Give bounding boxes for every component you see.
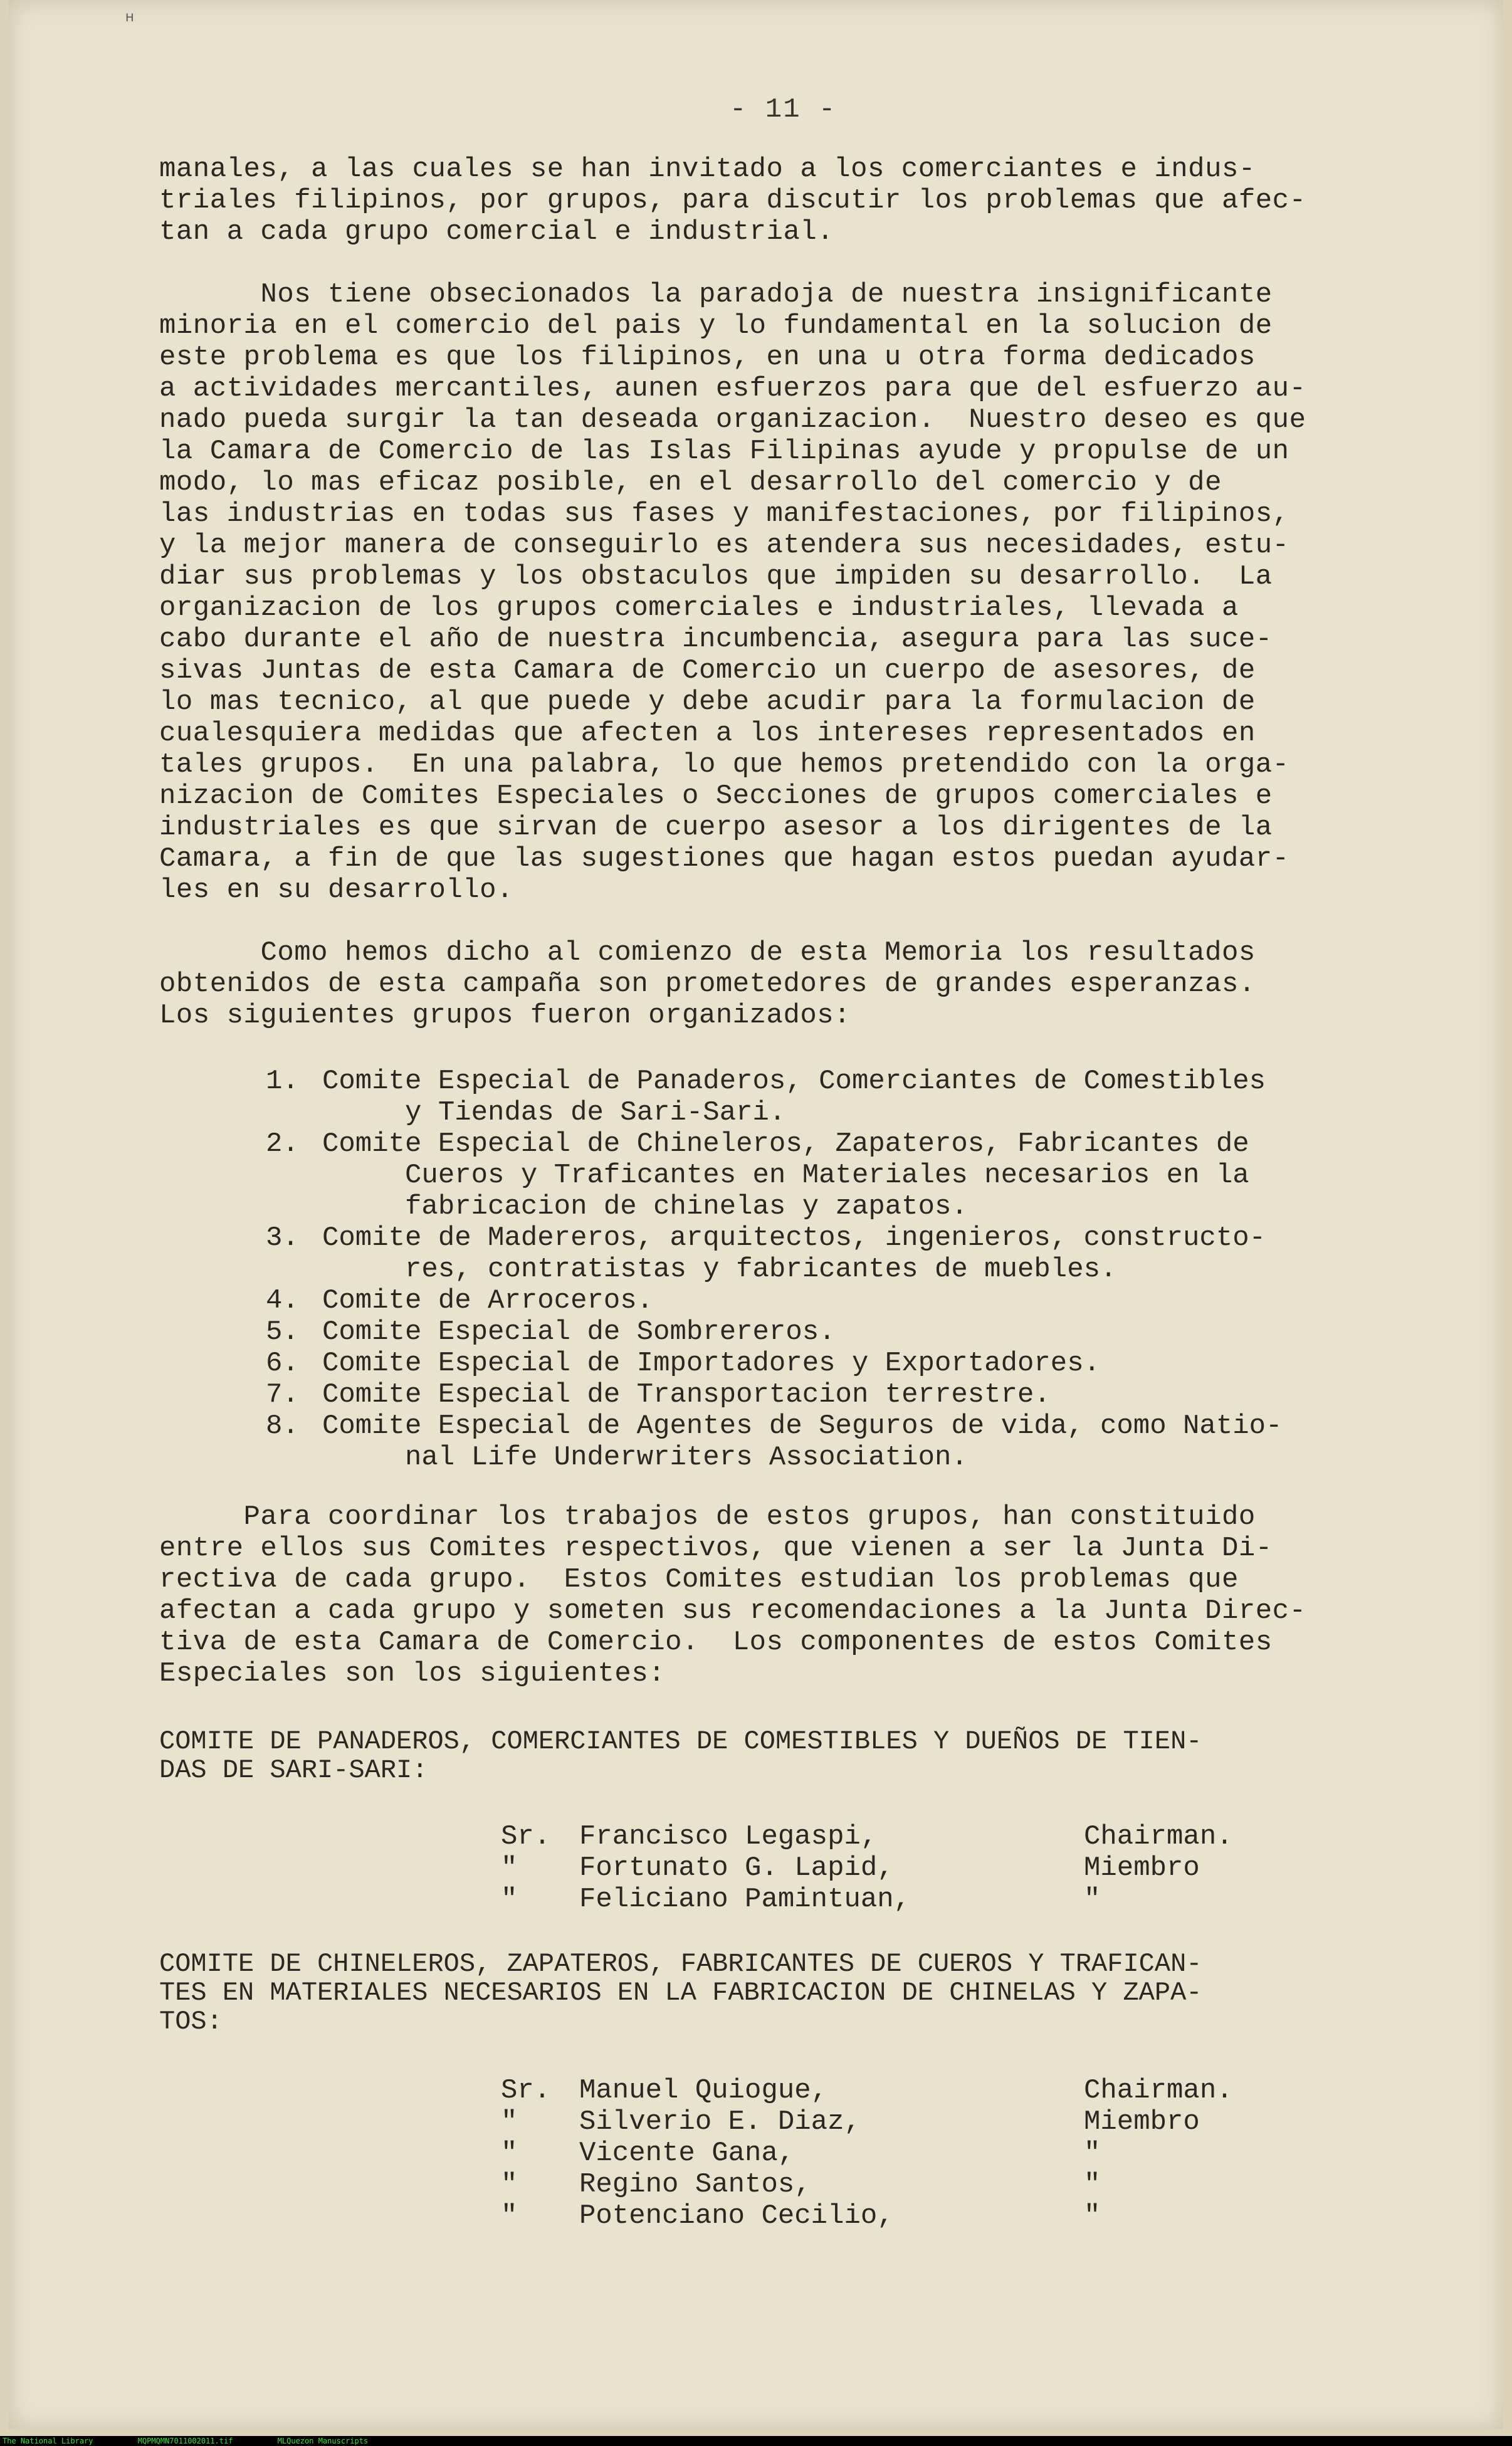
corner-mark: ᴴ: [125, 11, 135, 30]
list-item-text: Comite Especial de Chineleros, Zapateros, Fabricantes de Cueros y Traficantes en Materiales necesarios en la fabricacion de chinelas y zapatos.: [322, 1128, 1249, 1222]
list-item-text: Comite Especial de Panaderos, Comerciantes de Comestibles y Tiendas de Sari-Sari.: [322, 1066, 1266, 1128]
member-role: Chairman.: [1084, 2075, 1233, 2106]
member-role: ": [1084, 2169, 1101, 2200]
member-prefix: Sr.: [501, 1821, 551, 1852]
committee-1-heading: COMITE DE PANADEROS, COMERCIANTES DE COMESTIBLES Y DUEÑOS DE TIEN- DAS DE SARI-SARI:: [159, 1726, 1202, 1785]
list-item-text: Comite Especial de Sombrereros.: [322, 1316, 836, 1348]
member-prefix: ": [501, 1852, 518, 1884]
paragraph-3: Como hemos dicho al comienzo de esta Memoria los resultados obtenidos de esta campaña son prometedores de grandes esperanzas. Los siguientes grupos fueron organizados:: [159, 937, 1256, 1031]
list-item: [266, 1222, 1457, 1285]
committee-2-heading: COMITE DE CHINELEROS, ZAPATEROS, FABRICANTES DE CUEROS Y TRAFICAN- TES EN MATERIALES NECESARIOS EN LA FABRICACION DE CHINELAS Y ZAPA- TOS:: [159, 1949, 1202, 2037]
list-item-number: 7.: [266, 1379, 299, 1410]
groups-list: [266, 1066, 1457, 1473]
list-item-number: 6.: [266, 1348, 299, 1379]
member-name: Potenciano Cecilio,: [579, 2200, 894, 2232]
paragraph-2: Nos tiene obsecionados la paradoja de nuestra insignificante minoria en el comercio del pais y lo fundamental en la solucion de este problema es que los filipinos, en una u otra forma dedicados a actividades mercantiles, aunen esfuerzos para que del esfuerzo au- nado pueda surgir la tan deseada organizacion. Nuestro deseo es que la Camara de Comercio de las Islas Filipinas ayude y propulse de un modo, lo mas eficaz posible, en el desarrollo del comercio y de las industrias en todas sus fases y manifestaciones, por filipinos, y la mejor manera de conseguirlo es atendera sus necesidades, estu- diar sus problemas y los obstaculos que impiden su desarrollo. La organizacion de los grupos comerciales e industriales, llevada a cabo durante el año de nuestra incumbencia, asegura para las suce- sivas Juntas de esta Camara de Comercio un cuerpo de asesores, de lo mas tecnico, al que puede y debe acudir para la formulacion de cualesquiera medidas que afecten a los intereses representados en tales grupos. En una palabra, lo que hemos pretendido con la orga- nizacion de Comites Especiales o Secciones de grupos comerciales e industriales es que sirvan de cuerpo asesor a los dirigentes de la Camara, a fin de que las sugestiones que hagan estos puedan ayudar- les en su desarrollo.: [159, 279, 1306, 906]
list-item: [266, 1128, 1457, 1222]
member-name: Francisco Legaspi,: [579, 1821, 878, 1852]
list-item-number: 3.: [266, 1222, 299, 1254]
member-role: Chairman.: [1084, 1821, 1233, 1852]
member-prefix: ": [501, 2138, 518, 2169]
footer-collection: MLQuezon Manuscripts: [277, 2437, 369, 2445]
member-row: [501, 1884, 1316, 1915]
member-row: [501, 2200, 1316, 2232]
member-name: Feliciano Pamintuan,: [579, 1884, 911, 1915]
member-name: Manuel Quiogue,: [579, 2075, 828, 2106]
member-role: ": [1084, 2138, 1101, 2169]
list-item: [266, 1316, 1457, 1348]
list-item-text: Comite de Madereros, arquitectos, ingenieros, constructo- res, contratistas y fabricantes de muebles.: [322, 1222, 1266, 1285]
committee-1-members: [501, 1821, 1316, 1915]
member-name: Regino Santos,: [579, 2169, 811, 2200]
member-role: Miembro: [1084, 2106, 1200, 2138]
committee-2-members: [501, 2075, 1316, 2232]
list-item: [266, 1285, 1457, 1316]
member-row: [501, 2138, 1316, 2169]
list-item-number: 1.: [266, 1066, 299, 1097]
member-prefix: ": [501, 2200, 518, 2232]
member-role: ": [1084, 2200, 1101, 2232]
list-item-number: 5.: [266, 1316, 299, 1348]
list-item: [266, 1066, 1457, 1128]
list-item-number: 8.: [266, 1410, 299, 1442]
member-prefix: ": [501, 2169, 518, 2200]
paragraph-4: Para coordinar los trabajos de estos grupos, han constituido entre ellos sus Comites respectivos, que vienen a ser la Junta Di- rectiva de cada grupo. Estos Comites estudian los problemas que afectan a cada grupo y someten sus recomendaciones a la Junta Direc- tiva de esta Camara de Comercio. Los componentes de estos Comites Especiales son los siguientes:: [159, 1501, 1306, 1689]
footer-file: MQPMQMN7011002011.tif: [137, 2437, 233, 2445]
list-item-text: Comite Especial de Agentes de Seguros de vida, como Natio- nal Life Underwriters Association.: [322, 1410, 1283, 1473]
page-number: - 11 -: [730, 94, 837, 125]
member-name: Vicente Gana,: [579, 2138, 795, 2169]
member-prefix: ": [501, 2106, 518, 2138]
member-row: [501, 2106, 1316, 2138]
list-item: [266, 1348, 1457, 1379]
member-prefix: ": [501, 1884, 518, 1915]
paragraph-1: manales, a las cuales se han invitado a los comerciantes e indus- triales filipinos, por grupos, para discutir los problemas que afec- tan a cada grupo comercial e industrial.: [159, 154, 1306, 248]
member-row: [501, 2169, 1316, 2200]
member-row: [501, 1852, 1316, 1884]
list-item: [266, 1379, 1457, 1410]
list-item-number: 4.: [266, 1285, 299, 1316]
list-item-text: Comite Especial de Importadores y Exportadores.: [322, 1348, 1101, 1379]
list-item-text: Comite Especial de Transportacion terrestre.: [322, 1379, 1051, 1410]
document-page: [9, 0, 1503, 2429]
member-row: [501, 2075, 1316, 2106]
member-name: Silverio E. Diaz,: [579, 2106, 861, 2138]
member-name: Fortunato G. Lapid,: [579, 1852, 894, 1884]
scan-footer: [0, 2436, 1512, 2446]
list-item-number: 2.: [266, 1128, 299, 1160]
member-row: [501, 1821, 1316, 1852]
member-prefix: Sr.: [501, 2075, 551, 2106]
footer-library: The National Library: [3, 2437, 93, 2445]
member-role: ": [1084, 1884, 1101, 1915]
list-item-text: Comite de Arroceros.: [322, 1285, 654, 1316]
member-role: Miembro: [1084, 1852, 1200, 1884]
list-item: [266, 1410, 1457, 1473]
